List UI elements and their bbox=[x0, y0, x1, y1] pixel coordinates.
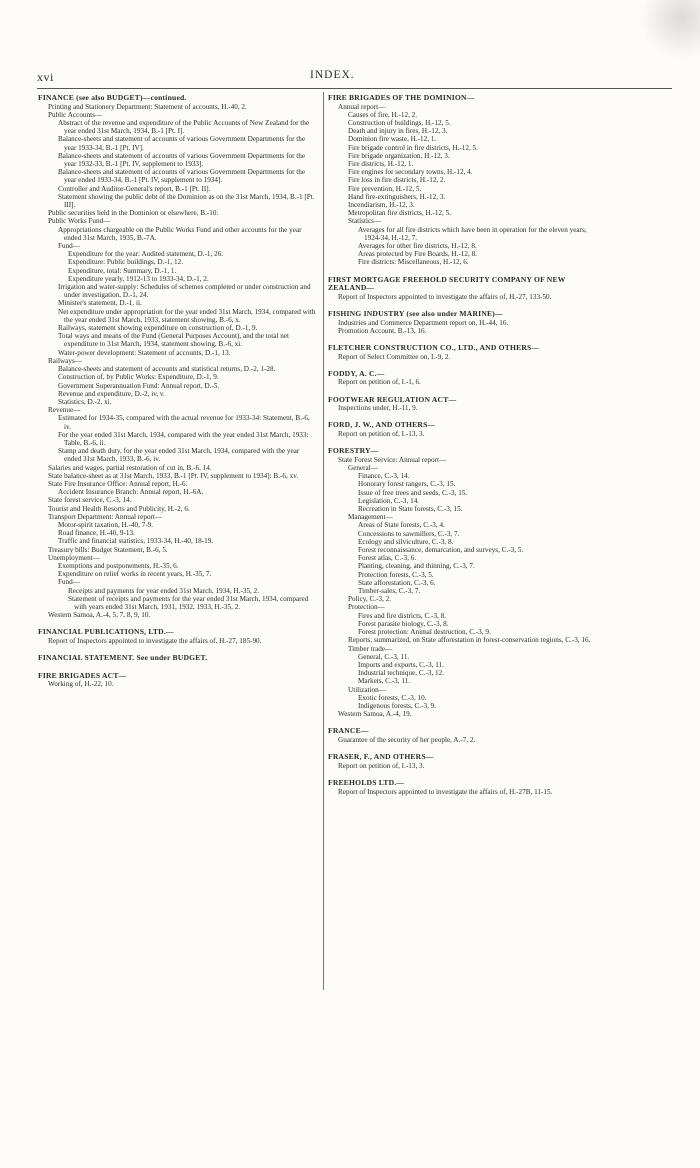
index-entry: Report of Inspectors appointed to investigate the affairs of, H.-27B, 11-15. bbox=[338, 787, 553, 796]
index-entry: Net expenditure under appropriation for the year ended 31st March, 1934, compared with the year ended 31st March, 1933, statement showing, B.-6, x. bbox=[58, 307, 316, 324]
index-entry: Receipts and payments for year ended 31st March, 1934, H.-35, 2. bbox=[68, 586, 260, 595]
index-entry: State balance-sheet as at 31st March, 1933, B.-1 [Pt. IV, supplement to 1934]: B.-6, xv. bbox=[48, 471, 299, 480]
index-entry: Areas protected by Fire Boards, H.-12, 8. bbox=[358, 250, 477, 259]
index-entry: Management— bbox=[348, 513, 393, 522]
scan-smudge bbox=[640, 0, 700, 60]
index-entry: Statement showing the public debt of the Dominion as on the 31st March, 1934, B.-1 [Pt. III]. bbox=[58, 192, 315, 210]
index-entry: Working of, H.-22, 10. bbox=[48, 680, 114, 689]
index-entry: Fires and fire districts, C.-3, 8. bbox=[358, 611, 447, 620]
index-entry: Guarantee of the security of her people, A.-7, 2. bbox=[338, 735, 476, 744]
index-heading: FINANCIAL PUBLICATIONS, LTD.— bbox=[38, 627, 174, 637]
index-entry: State Fire Insurance Office: Annual report, H.-6. bbox=[48, 479, 188, 488]
index-entry: Balance-sheets and statement of accounts and statistical returns, D.-2, 1-28. bbox=[58, 365, 276, 374]
index-entry: State Forest Service: Annual report— bbox=[338, 455, 447, 464]
index-entry: Revenue and expenditure, D.-2, iv, v. bbox=[58, 389, 165, 398]
index-entry: Metropolitan fire districts, H.-12, 5. bbox=[348, 209, 452, 218]
index-heading: FRANCE— bbox=[328, 726, 369, 736]
index-entry: Revenue— bbox=[48, 406, 81, 415]
index-entry: Motor-spirit taxation, H.-40, 7-9. bbox=[58, 520, 154, 529]
index-entry: Total ways and means of the Fund (General Purposes Account), and the total net expenditure to 31st March, 1934, statement showing, B.-6, xi. bbox=[58, 332, 290, 349]
index-entry: Fire brigade control in fire districts, H.-12, 5. bbox=[348, 143, 478, 152]
index-entry: Statistics— bbox=[348, 217, 382, 226]
index-entry: Statement of receipts and payments for the year ended 31st March, 1934, compared with years ended 31st March, 1931, 1932, 1933, H.-35, 2. bbox=[68, 594, 309, 611]
index-entry: Report of Select Committee on, I.-9, 2. bbox=[338, 352, 451, 361]
index-entry: Honorary forest rangers, C.-3, 15. bbox=[358, 480, 456, 489]
index-heading: FINANCIAL STATEMENT. See under BUDGET. bbox=[38, 653, 208, 663]
index-entry: Minister's statement, D.-1, ii. bbox=[58, 299, 142, 308]
index-entry: Timber trade— bbox=[348, 644, 393, 653]
index-entry: Finance, C.-3, 14. bbox=[358, 472, 410, 481]
index-entry: Timber-sales, C.-3, 7. bbox=[358, 587, 421, 596]
index-entry: Balance-sheets and statement of accounts of various Government Departments for the year ended 1933-34, B.-1 [Pt. IV, supplement to 1934]. bbox=[58, 168, 306, 185]
index-entry: Policy, C.-3, 2. bbox=[348, 595, 392, 604]
index-entry: Public Accounts— bbox=[48, 110, 103, 119]
index-entry: Expenditure for the year: Audited statement, D.-1, 26. bbox=[68, 250, 224, 259]
header-rule bbox=[37, 88, 672, 89]
index-entry: Unemployment— bbox=[48, 553, 100, 562]
index-entry: Forest protection: Animal destruction, C.-3, 9. bbox=[358, 628, 491, 637]
index-heading: FIRST MORTGAGE FREEHOLD SECURITY COMPANY OF NEW ZEALAND— bbox=[328, 274, 566, 293]
index-entry: Exemptions and postponements, H.-35, 6. bbox=[58, 561, 179, 570]
index-entry: Irrigation and water-supply: Schedules of schemes completed or under construction and under investigation, D.-1, 24. bbox=[58, 283, 311, 300]
index-heading: FIRE BRIGADES OF THE DOMINION— bbox=[328, 93, 475, 102]
index-column-right bbox=[328, 94, 604, 796]
index-entry: Public securities held in the Dominion or elsewhere, B.-10. bbox=[48, 209, 219, 218]
index-entry: Printing and Stationery Department: Statement of accounts, H.-40, 2. bbox=[48, 102, 247, 111]
index-entry: Fire brigade organization, H.-12, 3. bbox=[348, 151, 450, 160]
index-entry: Imports and exports, C.-3, 11. bbox=[358, 660, 444, 669]
index-entry: General— bbox=[348, 464, 378, 473]
index-entry: Legislation, C.-3, 14. bbox=[358, 496, 420, 505]
index-entry: Annual report— bbox=[338, 102, 386, 111]
index-column-left bbox=[38, 94, 318, 689]
index-heading: FOOTWEAR REGULATION ACT— bbox=[328, 394, 457, 404]
index-entry: Protection— bbox=[348, 603, 385, 612]
index-heading: FORESTRY— bbox=[328, 446, 379, 456]
index-entry: Controller and Auditor-General's report, B.-1 [Pt. II]. bbox=[58, 184, 211, 193]
index-entry: State afforestation, C.-3, 6. bbox=[358, 578, 436, 587]
index-entry: Salaries and wages, partial restoration of cut in, B.-6, 14. bbox=[48, 463, 212, 472]
index-heading: FREEHOLDS LTD.— bbox=[328, 777, 405, 787]
index-entry: Protection forests, C.-3, 5. bbox=[358, 570, 434, 579]
index-entry: Concessions to sawmillers, C.-3, 7. bbox=[358, 529, 460, 538]
index-entry: Recreation in State forests, C.-3, 15. bbox=[358, 505, 463, 514]
index-entry: Areas of State forests, C.-3, 4. bbox=[358, 521, 445, 530]
index-entry: Treasury bills: Budget Statement, B.-6, 5. bbox=[48, 545, 168, 554]
index-entry: Expenditure on relief works in recent years, H.-35, 7. bbox=[58, 570, 212, 579]
index-entry: Report of Inspectors appointed to investigate the affairs of, H.-27, 185-90. bbox=[48, 636, 262, 645]
index-entry: Fire loss in fire districts, H.-12, 2. bbox=[348, 176, 446, 185]
index-entry: Planting, cleaning, and thinning, C.-3, 7. bbox=[358, 562, 475, 571]
index-entry: Western Samoa, A.-4, 5, 7, 8, 9, 10. bbox=[48, 611, 151, 620]
index-entry: Expenditure: Public buildings, D.-1, 12. bbox=[68, 258, 183, 267]
index-entry: Reports, summarized, on State afforestation in forest-conservation regions, C.-3, 16. bbox=[348, 636, 591, 645]
index-entry: Markets, C.-3, 11. bbox=[358, 677, 411, 686]
index-entry: Fire engines for secondary towns, H.-12, 4. bbox=[348, 168, 473, 177]
index-entry: Dominion fire waste, H.-12, 1. bbox=[348, 135, 437, 144]
index-entry: Railways, statement showing expenditure on construction of, D.-1, 9. bbox=[58, 324, 258, 333]
index-entry: Fund— bbox=[58, 242, 80, 251]
index-heading: FIRE BRIGADES ACT— bbox=[38, 670, 127, 680]
index-entry: Fire prevention, H.-12, 5. bbox=[348, 184, 422, 193]
index-heading: FLETCHER CONSTRUCTION CO., LTD., AND OTHERS— bbox=[328, 343, 540, 353]
index-entry: Indigenous forests, C.-3, 9. bbox=[358, 701, 437, 710]
index-entry: Road finance, H.-40, 9-13. bbox=[58, 529, 135, 538]
index-entry: General, C.-3, 11. bbox=[358, 652, 410, 661]
index-entry: Fire districts: Miscellaneous, H.-12, 6. bbox=[358, 258, 469, 267]
index-entry: Railways— bbox=[48, 356, 82, 365]
index-entry: Averages for other fire districts, H.-12, 8. bbox=[358, 242, 477, 251]
index-entry: Causes of fire, H.-12, 2. bbox=[348, 110, 418, 119]
index-entry: Forest atlas, C.-3, 6. bbox=[358, 554, 417, 563]
index-heading: FRASER, F., AND OTHERS— bbox=[328, 752, 434, 762]
index-entry: Water-power development: Statement of accounts, D.-1, 13. bbox=[58, 348, 231, 357]
index-entry: Government Superannuation Fund: Annual report, D.-5. bbox=[58, 381, 220, 390]
index-entry: Statistics, D.-2, xi. bbox=[58, 397, 112, 406]
index-entry: Transport Department: Annual report— bbox=[48, 512, 163, 521]
index-heading: FISHING INDUSTRY (see also under MARINE)— bbox=[328, 309, 503, 319]
index-entry: Construction of, by Public Works: Expenditure, D.-1, 9. bbox=[58, 373, 219, 382]
index-entry: Western Samoa, A.-4, 19. bbox=[338, 710, 412, 719]
column-divider bbox=[323, 92, 324, 990]
index-entry: Report of Inspectors appointed to investigate the affairs of, H.-27, 133-50. bbox=[338, 292, 552, 301]
index-entry: Report on petition of, I.-13, 3. bbox=[338, 430, 425, 439]
index-entry: Averages for all fire districts which have been in operation for the eleven years, 1924-34, H.-12, 7. bbox=[358, 225, 587, 242]
index-entry: Fund— bbox=[58, 578, 80, 587]
index-entry: For the year ended 31st March, 1934, compared with the year ended 31st March, 1933: Table, B.-6, ii. bbox=[58, 430, 309, 447]
index-heading: FINANCE (see also BUDGET)—continued. bbox=[38, 93, 187, 102]
index-entry: Inspections under, H.-11, 9. bbox=[338, 404, 418, 413]
index-entry: Balance-sheets and statement of accounts of various Government Departments for the year 1932-33, B.-1 [Pt. IV, supplement to 1933]. bbox=[58, 151, 306, 169]
index-entry: Utilization— bbox=[348, 685, 386, 694]
index-entry: Industrial technique, C.-3, 12. bbox=[358, 669, 445, 678]
index-entry: Report on petition of, I.-13, 3. bbox=[338, 761, 425, 770]
index-entry: Estimated for 1934-35, compared with the actual revenue for 1933-34: Statement, B.-6, iv. bbox=[58, 414, 310, 431]
page-title: INDEX. bbox=[310, 69, 355, 81]
index-entry: Promotion Account, B.-13, 16. bbox=[338, 326, 427, 335]
index-entry: Forest parasite biology, C.-3, 8. bbox=[358, 619, 449, 628]
index-entry: Construction of buildings, H.-12, 5. bbox=[348, 119, 451, 127]
index-entry: Abstract of the revenue and expenditure of the Public Accounts of New Zealand for the year ended 31st March, 1934, B.-1 [Pt. I]. bbox=[58, 119, 310, 136]
index-entry: Ecology and silviculture, C.-3, 8. bbox=[358, 537, 454, 546]
index-entry: Incendiarism, H.-12, 3. bbox=[348, 201, 415, 210]
index-entry: State forest service, C.-3, 14. bbox=[48, 496, 132, 505]
page-number: xvi bbox=[37, 70, 54, 84]
index-heading: FODDY, A. C.— bbox=[328, 368, 385, 378]
index-heading: FORD, J. W., AND OTHERS— bbox=[328, 420, 436, 430]
index-entry: Expenditure, total: Summary, D.-1, 1. bbox=[68, 266, 177, 275]
index-entry: Hand fire-extinguishers, H.-12, 3. bbox=[348, 192, 446, 201]
index-entry: Fire districts, H.-12, 1. bbox=[348, 160, 414, 169]
index-entry: Appropriations chargeable on the Public Works Fund and other accounts for the year ended 31st March, 1935, B.-7A. bbox=[58, 225, 302, 242]
index-entry: Expenditure yearly, 1912-13 to 1933-34, D.-1, 2. bbox=[68, 274, 209, 283]
index-entry: Exotic forests, C.-3, 10. bbox=[358, 693, 427, 702]
index-entry: Industries and Commerce Department report on, H.-44, 16. bbox=[338, 318, 509, 327]
index-entry: Balance-sheets and statement of accounts of various Government Departments for the year 1933-34, B.-1 [Pt. IV]. bbox=[58, 135, 306, 152]
index-entry: Stamp and death duty, for the year ended 31st March, 1934, compared with the year ended 31st March, 1933, B.-6, iv. bbox=[58, 447, 300, 464]
index-entry: Traffic and financial statistics, 1933-34, H.-40, 18-19. bbox=[58, 537, 214, 546]
index-entry: Tourist and Health Resorts and Publicity, H.-2, 6. bbox=[48, 504, 190, 513]
index-entry: Public Works Fund— bbox=[48, 217, 111, 226]
index-entry: Issue of free trees and seeds, C.-3, 15. bbox=[358, 488, 468, 497]
index-entry: Forest reconnaissance, demarcation, and surveys, C.-3, 5. bbox=[358, 546, 524, 555]
index-entry: Death and injury in fires, H.-12, 3. bbox=[348, 127, 448, 136]
index-entry: Accident Insurance Branch: Annual report, H.-6A. bbox=[58, 488, 204, 497]
index-entry: Report on petition of, I.-1, 6. bbox=[338, 378, 421, 387]
